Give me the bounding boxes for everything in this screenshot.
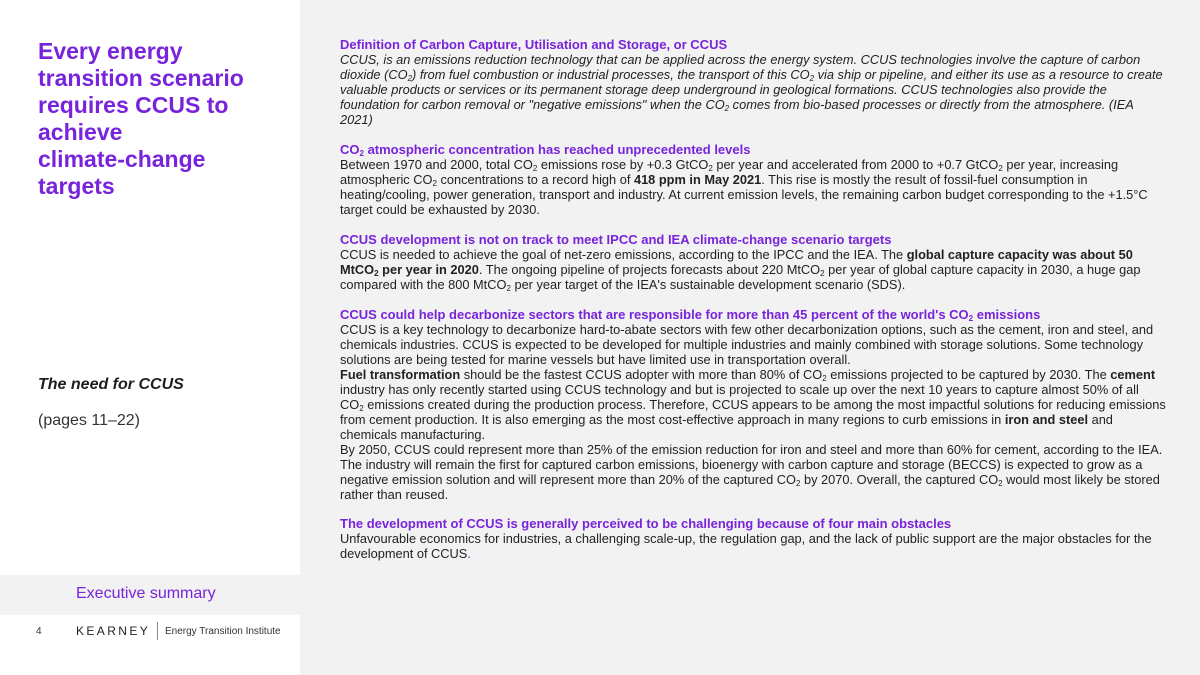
title-line: targets	[38, 173, 115, 199]
section-heading: The development of CCUS is generally perceived to be challenging because of four main obstacles	[340, 516, 952, 531]
section-text: By 2050, CCUS could represent more than 25% of the emission reduction for iron and steel and more than 60% for cement, according to the IEA. The industry will remain the first for captured carbon emissions, bioenergy with carbon capture and storage (BECCS) is expected to grow as a negative emission solution and will represent more than 20% of the captured $CO_2$ by 2070. Overall, the captured $CO_2$ would most likely be stored rather than reused.	[340, 442, 1163, 502]
section-text: CCUS is a key technology to decarbonize hard-to-abate sectors with few other decarbonization options, such as the cement, iron and steel, and chemicals industries. CCUS is expected to be developed for multiple industries and mainly combined with storage solutions. Some technology solutions are being tested for marine vessels but have limited use in transportation overall.	[340, 322, 1154, 367]
section-heading: Definition of Carbon Capture, Utilisation and Storage, or CCUS	[340, 37, 728, 52]
section-text: Between 1970 and 2000, total $CO_2$ emissions rose by +0.3 GtCO$_2$ per year and accelerated from 2000 to +0.7 GtCO$_2$ per year, increasing atmospheric $CO_2$ concentrations to a record high of 418 ppm in May 2021. This rise is mostly the result of fossil-fuel consumption in heating/cooling, power generation, transport and industry. At current emission levels, the remaining carbon budget corresponding to the +1.5°C target could be exhausted by 2030.	[340, 157, 1148, 217]
left-panel	[0, 0, 300, 675]
section-decarbonize	[340, 307, 1166, 502]
title-line: transition scenario	[38, 65, 244, 91]
title-line: requires CCUS to	[38, 92, 229, 118]
brand-logo: KEARNEY	[76, 624, 151, 638]
section-heading: CCUS development is not on track to meet IPCC and IEA climate-change scenario targets	[340, 232, 892, 247]
section-label-box	[0, 575, 300, 615]
section-obstacles	[340, 516, 1166, 561]
section-definition	[340, 37, 1166, 127]
brand-subtitle: Energy Transition Institute	[165, 626, 281, 637]
title-line: achieve	[38, 119, 123, 145]
section-text: Fuel transformation should be the fastest CCUS adopter with more than 80% of $CO_2$ emissions projected to be captured by 2030. The cement industry has only recently started using CCUS technology and but is projected to scale up over the next 10 years to capture almost 50% of all $CO_2$ emissions created during the production process. Therefore, CCUS appears to be among the most impactful solutions for reducing emissions from cement production. It is also emerging as the most cost-effective approach in many regions to curb emissions in iron and steel and chemicals manufacturing.	[340, 367, 1166, 442]
section-heading: $CO_2$ atmospheric concentration has reached unprecedented levels	[340, 142, 751, 158]
section-heading: CCUS could help decarbonize sectors that are responsible for more than 45 percent of the world's $CO_2$ emissions	[340, 307, 1041, 323]
section-development	[340, 232, 1166, 292]
section-text: Unfavourable economics for industries, a challenging scale-up, the regulation gap, and the lack of public support are the major obstacles for the development of CCUS.	[340, 531, 1152, 561]
section-text: CCUS, is an emissions reduction technology that can be applied across the energy system. CCUS technologies involve the capture of carbon dioxide $(CO_2)$ from fuel combustion or industrial processes, the transport of this $CO_2$ via ship or pipeline, and either its use as a resource to create valuable products or services or its permanent storage deep underground in geological formations. CCUS technologies also provide the foundation for carbon removal or "negative emissions" when the $CO_2$ comes from bio-based processes or directly from the atmosphere. (IEA 2021)	[340, 52, 1163, 127]
page-number: 4	[36, 626, 42, 637]
page-title	[38, 38, 288, 200]
content-body	[340, 37, 1166, 576]
logo-divider	[157, 622, 158, 640]
chapter-subtitle: The need for CCUS	[38, 376, 184, 393]
title-line: Every energy	[38, 38, 183, 64]
section-text: CCUS is needed to achieve the goal of net-zero emissions, according to the IPCC and the IEA. The global capture capacity was about 50 MtCO$_2$ per year in 2020. The ongoing pipeline of projects forecasts about 220 MtCO$_2$ per year of global capture capacity in 2030, a huge gap compared with the 800 MtCO$_2$ per year target of the IEA's sustainable development scenario (SDS).	[340, 247, 1141, 293]
section-label: Executive summary	[76, 585, 216, 602]
page-range: (pages 11–22)	[38, 412, 140, 429]
title-line: climate-change	[38, 146, 206, 172]
section-concentration	[340, 142, 1166, 217]
